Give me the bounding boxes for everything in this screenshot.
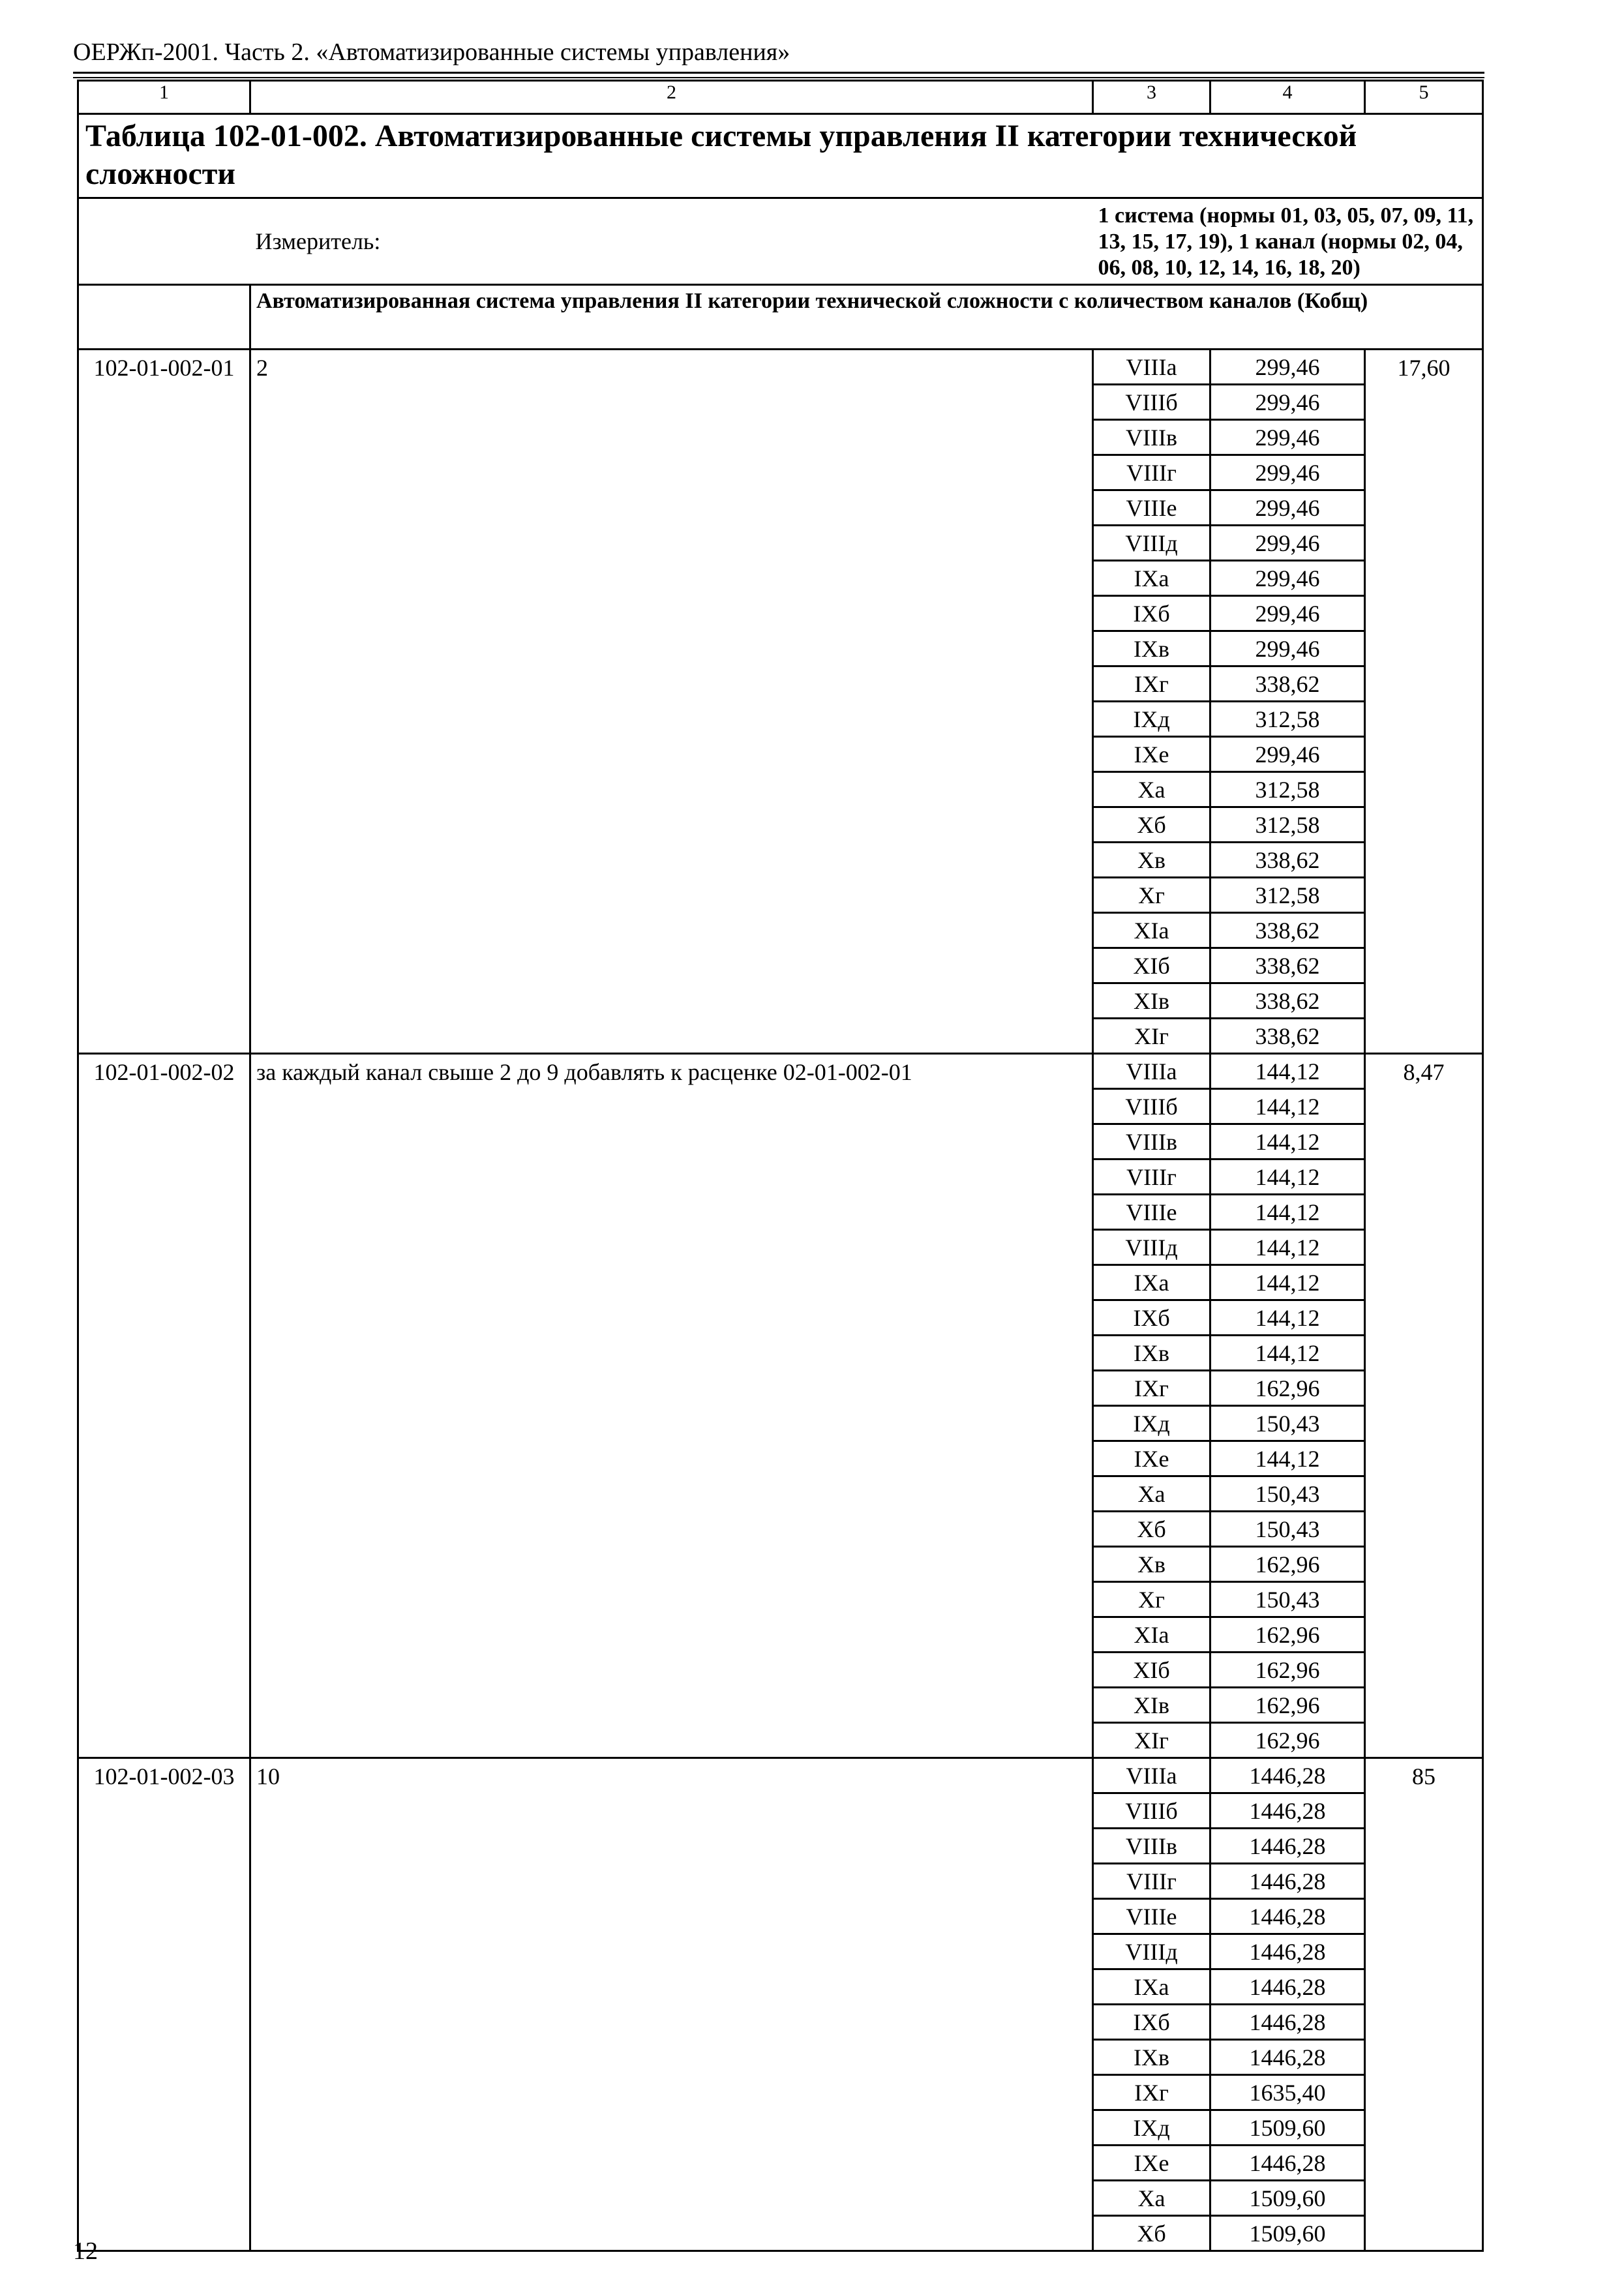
price-cell: 338,62	[1210, 843, 1365, 878]
price-cell: 299,46	[1210, 596, 1365, 631]
price-cell: 162,96	[1210, 1371, 1365, 1406]
category-cell: VIIIв	[1093, 1124, 1210, 1159]
page-header: ОЕРЖп-2001. Часть 2. «Автоматизированные системы управления»	[73, 38, 790, 66]
price-cell: 1509,60	[1210, 2181, 1365, 2216]
category-cell: VIIIв	[1093, 1829, 1210, 1864]
column-number-row	[78, 81, 1483, 114]
price-cell: 312,58	[1210, 702, 1365, 737]
category-cell: IXе	[1093, 737, 1210, 772]
price-cell: 312,58	[1210, 772, 1365, 807]
price-cell: 162,96	[1210, 1653, 1365, 1688]
column5-value: 85	[1365, 1758, 1483, 2251]
category-cell: IXб	[1093, 2005, 1210, 2040]
page-number: 12	[73, 2237, 98, 2265]
category-cell: XIг	[1093, 1019, 1210, 1054]
price-cell: 144,12	[1210, 1265, 1365, 1300]
price-cell: 1446,28	[1210, 1934, 1365, 1969]
price-cell: 144,12	[1210, 1159, 1365, 1195]
category-cell: VIIIг	[1093, 1159, 1210, 1195]
category-cell: XIб	[1093, 1653, 1210, 1688]
price-cell: 1446,28	[1210, 2146, 1365, 2181]
price-cell: 162,96	[1210, 1723, 1365, 1758]
column-number: 2	[250, 81, 1093, 114]
category-cell: VIIIд	[1093, 1230, 1210, 1265]
category-cell: IXа	[1093, 1265, 1210, 1300]
price-cell: 299,46	[1210, 350, 1365, 385]
category-cell: Xб	[1093, 1512, 1210, 1547]
price-cell: 150,43	[1210, 1582, 1365, 1617]
category-cell: Xв	[1093, 1547, 1210, 1582]
price-cell: 312,58	[1210, 807, 1365, 843]
price-cell: 299,46	[1210, 490, 1365, 526]
price-cell: 1446,28	[1210, 1969, 1365, 2005]
category-cell: IXа	[1093, 561, 1210, 596]
column5-value: 17,60	[1365, 350, 1483, 1054]
price-cell: 299,46	[1210, 455, 1365, 490]
price-cell: 1446,28	[1210, 2005, 1365, 2040]
section-title: Автоматизированная система управления II категории технической сложности с количеством каналов (Кобщ)	[250, 285, 1483, 350]
price-cell: 1446,28	[1210, 1829, 1365, 1864]
category-cell: XIа	[1093, 1617, 1210, 1653]
price-cell: 338,62	[1210, 913, 1365, 948]
category-cell: VIIIд	[1093, 1934, 1210, 1969]
price-cell: 299,46	[1210, 420, 1365, 455]
rate-description: 2	[250, 350, 1093, 1054]
category-cell: Xа	[1093, 772, 1210, 807]
price-cell: 1635,40	[1210, 2075, 1365, 2110]
column-number: 4	[1210, 81, 1365, 114]
table-title: Таблица 102-01-002. Автоматизированные системы управления II категории технической сложности	[78, 114, 1483, 198]
category-cell: VIIIе	[1093, 1195, 1210, 1230]
price-cell: 1446,28	[1210, 1793, 1365, 1829]
section-title-row	[78, 285, 1483, 350]
category-cell: IXг	[1093, 666, 1210, 702]
rate-code: 102-01-002-01	[78, 350, 250, 1054]
price-cell: 162,96	[1210, 1688, 1365, 1723]
rate-code: 102-01-002-03	[78, 1758, 250, 2251]
price-cell: 144,12	[1210, 1089, 1365, 1124]
table-row	[78, 350, 1483, 385]
rate-code: 102-01-002-02	[78, 1054, 250, 1758]
price-cell: 144,12	[1210, 1230, 1365, 1265]
header-rule	[73, 72, 1484, 74]
category-cell: VIIIе	[1093, 1899, 1210, 1934]
category-cell: IXд	[1093, 702, 1210, 737]
category-cell: IXг	[1093, 2075, 1210, 2110]
table-row	[78, 1054, 1483, 1089]
category-cell: IXв	[1093, 1336, 1210, 1371]
price-cell: 1446,28	[1210, 1758, 1365, 1793]
price-cell: 299,46	[1210, 737, 1365, 772]
price-cell: 312,58	[1210, 878, 1365, 913]
price-cell: 299,46	[1210, 385, 1365, 420]
category-cell: VIIIг	[1093, 455, 1210, 490]
category-cell: Xг	[1093, 878, 1210, 913]
rate-description: за каждый канал свыше 2 до 9 добавлять к расценке 02-01-002-01	[250, 1054, 1093, 1758]
category-cell: VIIIд	[1093, 526, 1210, 561]
unit-value: 1 система (нормы 01, 03, 05, 07, 09, 11, 13, 15, 17, 19), 1 канал (нормы 02, 04, 06, 08, 10, 12, 14, 16, 18, 20)	[1093, 198, 1483, 285]
price-cell: 1446,28	[1210, 1899, 1365, 1934]
category-cell: VIIIа	[1093, 1758, 1210, 1793]
category-cell: VIIIе	[1093, 490, 1210, 526]
column-number: 1	[78, 81, 250, 114]
price-cell: 299,46	[1210, 561, 1365, 596]
unit-label: Измеритель:	[250, 198, 1093, 285]
price-cell: 338,62	[1210, 666, 1365, 702]
category-cell: VIIIа	[1093, 1054, 1210, 1089]
category-cell: XIв	[1093, 1688, 1210, 1723]
category-cell: IXв	[1093, 631, 1210, 666]
table-title-row	[78, 114, 1483, 198]
category-cell: Xв	[1093, 843, 1210, 878]
price-cell: 144,12	[1210, 1054, 1365, 1089]
category-cell: XIв	[1093, 983, 1210, 1019]
category-cell: IXб	[1093, 596, 1210, 631]
price-cell: 338,62	[1210, 1019, 1365, 1054]
price-cell: 338,62	[1210, 948, 1365, 983]
price-cell: 150,43	[1210, 1476, 1365, 1512]
price-cell: 144,12	[1210, 1441, 1365, 1476]
price-cell: 338,62	[1210, 983, 1365, 1019]
category-cell: IXе	[1093, 1441, 1210, 1476]
price-cell: 162,96	[1210, 1617, 1365, 1653]
category-cell: Xа	[1093, 1476, 1210, 1512]
category-cell: IXа	[1093, 1969, 1210, 2005]
price-cell: 1509,60	[1210, 2110, 1365, 2146]
category-cell: VIIIб	[1093, 385, 1210, 420]
column-number: 3	[1093, 81, 1210, 114]
category-cell: XIг	[1093, 1723, 1210, 1758]
price-cell: 150,43	[1210, 1406, 1365, 1441]
category-cell: VIIIб	[1093, 1089, 1210, 1124]
unit-row	[78, 198, 1483, 285]
column5-value: 8,47	[1365, 1054, 1483, 1758]
rates-table	[77, 80, 1484, 2252]
category-cell: XIа	[1093, 913, 1210, 948]
column-number: 5	[1365, 81, 1483, 114]
category-cell: VIIIа	[1093, 350, 1210, 385]
price-cell: 1446,28	[1210, 2040, 1365, 2075]
category-cell: IXд	[1093, 2110, 1210, 2146]
price-cell: 299,46	[1210, 526, 1365, 561]
category-cell: Xа	[1093, 2181, 1210, 2216]
rate-description: 10	[250, 1758, 1093, 2251]
category-cell: XIб	[1093, 948, 1210, 983]
category-cell: Xб	[1093, 807, 1210, 843]
category-cell: IXд	[1093, 1406, 1210, 1441]
category-cell: VIIIв	[1093, 420, 1210, 455]
header-rule-thin	[73, 77, 1484, 78]
category-cell: IXг	[1093, 1371, 1210, 1406]
category-cell: IXб	[1093, 1300, 1210, 1336]
category-cell: Xг	[1093, 1582, 1210, 1617]
category-cell: IXв	[1093, 2040, 1210, 2075]
price-cell: 144,12	[1210, 1124, 1365, 1159]
category-cell: VIIIг	[1093, 1864, 1210, 1899]
price-cell: 150,43	[1210, 1512, 1365, 1547]
price-cell: 144,12	[1210, 1336, 1365, 1371]
category-cell: Xб	[1093, 2216, 1210, 2251]
price-cell: 144,12	[1210, 1300, 1365, 1336]
table-row	[78, 1758, 1483, 1793]
price-cell: 162,96	[1210, 1547, 1365, 1582]
price-cell: 1509,60	[1210, 2216, 1365, 2251]
price-cell: 144,12	[1210, 1195, 1365, 1230]
price-cell: 1446,28	[1210, 1864, 1365, 1899]
price-cell: 299,46	[1210, 631, 1365, 666]
category-cell: IXе	[1093, 2146, 1210, 2181]
category-cell: VIIIб	[1093, 1793, 1210, 1829]
